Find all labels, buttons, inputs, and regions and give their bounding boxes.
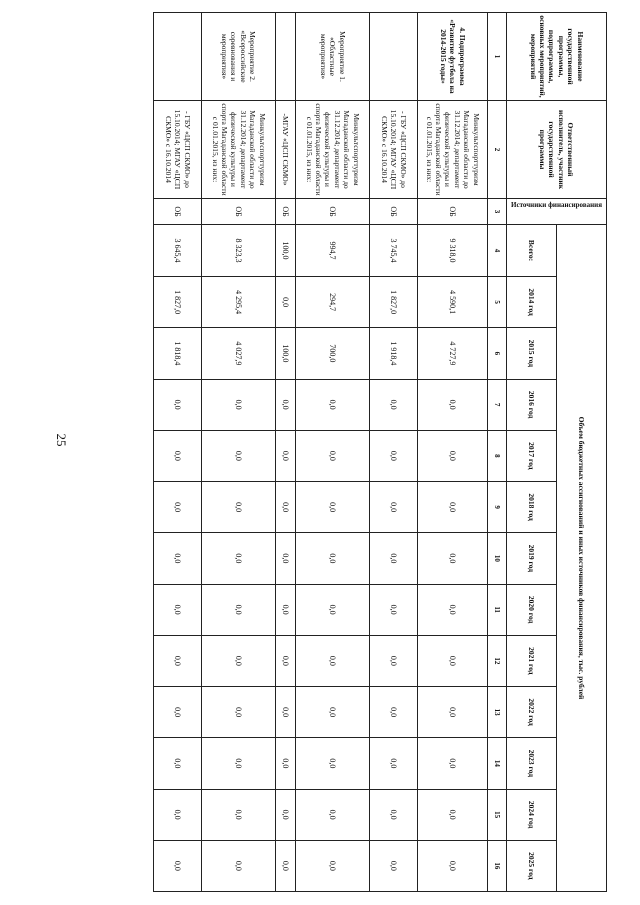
row-year-value: 0,0 — [296, 789, 370, 840]
column-number: 16 — [488, 840, 507, 891]
header-year: 2025 год — [507, 840, 557, 891]
row-total: 8 323,3 — [202, 225, 276, 277]
row-year-value: 0,0 — [202, 687, 276, 738]
table-row — [296, 13, 370, 892]
row-name: Мероприятие 2. «Всероссийские соревнования и мероприятия» — [202, 13, 276, 101]
funding-table — [153, 12, 607, 892]
table-row — [276, 13, 296, 892]
row-year-value: 0,0 — [370, 533, 418, 584]
row-year-value: 4 027,9 — [202, 328, 276, 379]
row-year-value: 700,0 — [296, 328, 370, 379]
row-total: 9 318,0 — [418, 225, 488, 277]
row-year-value: 0,0 — [276, 789, 296, 840]
table-body — [154, 13, 488, 892]
table-row — [370, 13, 418, 892]
row-year-value: 1 827,0 — [154, 277, 202, 328]
row-year-value: 0,0 — [418, 738, 488, 789]
row-year-value: 0,0 — [296, 840, 370, 891]
column-number: 7 — [488, 379, 507, 430]
row-year-value: 0,0 — [154, 789, 202, 840]
row-year-value: 0,0 — [296, 738, 370, 789]
row-executor: -МГАУ «ЦСП СКМО» — [276, 101, 296, 199]
row-year-value: 0,0 — [154, 379, 202, 430]
row-year-value: 0,0 — [276, 379, 296, 430]
column-number: 12 — [488, 635, 507, 686]
row-year-value: 0,0 — [276, 533, 296, 584]
page-number: 25 — [54, 433, 69, 447]
row-year-value: 0,0 — [154, 687, 202, 738]
row-year-value: 0,0 — [154, 738, 202, 789]
row-year-value: 0,0 — [202, 584, 276, 635]
row-year-value: 0,0 — [418, 379, 488, 430]
row-year-value: 0,0 — [154, 482, 202, 533]
column-number: 4 — [488, 225, 507, 277]
header-funding-group: Объем бюджетных ассигнований и иных источников финансирования, тыс. рублей — [557, 225, 607, 892]
header-year: 2023 год — [507, 738, 557, 789]
row-year-value: 0,0 — [370, 379, 418, 430]
row-year-value: 0,0 — [202, 379, 276, 430]
row-executor: Минкультспорттуризм Магаданской области до 31.12.2014; департамент физической культуры и спорта Магаданской области с 01.01.2015, из них: — [202, 101, 276, 199]
row-year-value: 1 827,0 — [370, 277, 418, 328]
header-year: 2015 год — [507, 328, 557, 379]
row-year-value: 0,0 — [202, 840, 276, 891]
row-year-value: 0,0 — [418, 533, 488, 584]
row-year-value: 0,0 — [418, 430, 488, 481]
row-year-value: 0,0 — [276, 687, 296, 738]
header-year: 2017 год — [507, 430, 557, 481]
column-number: 2 — [488, 101, 507, 199]
row-year-value: 4 295,4 — [202, 277, 276, 328]
row-year-value: 0,0 — [276, 635, 296, 686]
row-year-value: 0,0 — [296, 482, 370, 533]
row-total: 3 645,4 — [154, 225, 202, 277]
row-year-value: 0,0 — [202, 430, 276, 481]
funding-table-sheet — [17, 12, 607, 892]
row-year-value: 0,0 — [296, 533, 370, 584]
row-year-value: 0,0 — [276, 738, 296, 789]
row-source: ОБ — [276, 199, 296, 225]
table-row — [154, 13, 202, 892]
header-year: 2021 год — [507, 635, 557, 686]
column-number: 10 — [488, 533, 507, 584]
row-year-value: 0,0 — [154, 430, 202, 481]
header-source — [507, 199, 607, 225]
row-year-value: 0,0 — [370, 430, 418, 481]
header-executor: Ответственный исполнитель, участник государственной программы — [507, 101, 607, 199]
row-year-value: 0,0 — [202, 738, 276, 789]
header-name: Наименование государственной программы, подпрограммы, основных мероприятий, мероприятий — [507, 13, 607, 101]
row-source: ОБ — [370, 199, 418, 225]
row-year-value: 0,0 — [370, 840, 418, 891]
row-year-value: 0,0 — [154, 533, 202, 584]
column-number: 13 — [488, 687, 507, 738]
row-source: ОБ — [296, 199, 370, 225]
table-row — [202, 13, 276, 892]
row-year-value: 4 727,9 — [418, 328, 488, 379]
row-year-value: 0,0 — [202, 635, 276, 686]
row-year-value: 0,0 — [296, 379, 370, 430]
column-number: 1 — [488, 13, 507, 101]
row-year-value: 0,0 — [296, 635, 370, 686]
row-source: ОБ — [202, 199, 276, 225]
row-year-value: 100,0 — [276, 328, 296, 379]
column-number: 8 — [488, 430, 507, 481]
row-year-value: 0,0 — [202, 482, 276, 533]
header-year: 2022 год — [507, 687, 557, 738]
row-name — [276, 13, 296, 101]
row-year-value: 0,0 — [370, 482, 418, 533]
row-year-value: 0,0 — [370, 789, 418, 840]
header-year: 2014 год — [507, 277, 557, 328]
row-executor: - ГБУ «ЦСП СКМО» до 15.10.2014; МГАУ «ЦСП СКМО» с 16.10.2014 — [370, 101, 418, 199]
row-year-value: 0,0 — [418, 789, 488, 840]
row-year-value: 0,0 — [418, 584, 488, 635]
row-name: Мероприятие 1. «Областные мероприятия» — [296, 13, 370, 101]
row-total: 3 745,4 — [370, 225, 418, 277]
row-year-value: 4 590,1 — [418, 277, 488, 328]
column-number: 14 — [488, 738, 507, 789]
column-number: 5 — [488, 277, 507, 328]
row-year-value: 0,0 — [370, 738, 418, 789]
row-year-value: 0,0 — [276, 277, 296, 328]
row-source: ОБ — [418, 199, 488, 225]
row-year-value: 0,0 — [276, 482, 296, 533]
column-number: 3 — [488, 199, 507, 225]
row-year-value: 0,0 — [202, 789, 276, 840]
column-number: 9 — [488, 482, 507, 533]
row-year-value: 0,0 — [296, 687, 370, 738]
row-name: 4. Подпрограмма «Развитие футбола на 2014-2015 годы» — [418, 13, 488, 101]
row-total: 100,0 — [276, 225, 296, 277]
column-number-row — [488, 13, 507, 892]
row-year-value: 0,0 — [154, 840, 202, 891]
row-year-value: 0,0 — [154, 584, 202, 635]
row-year-value: 0,0 — [370, 687, 418, 738]
column-number: 15 — [488, 789, 507, 840]
column-number: 6 — [488, 328, 507, 379]
row-total: 994,7 — [296, 225, 370, 277]
row-year-value: 0,0 — [296, 430, 370, 481]
row-year-value: 0,0 — [276, 584, 296, 635]
row-year-value: 0,0 — [370, 635, 418, 686]
row-source: ОБ — [154, 199, 202, 225]
column-number: 11 — [488, 584, 507, 635]
header-total: Всего: — [507, 225, 557, 277]
row-year-value: 0,0 — [296, 584, 370, 635]
header-year: 2018 год — [507, 482, 557, 533]
header-year: 2020 год — [507, 584, 557, 635]
header-source-text: Источники финансирования — [511, 201, 602, 209]
table-row — [418, 13, 488, 892]
row-year-value: 1 818,4 — [154, 328, 202, 379]
row-executor: - ГБУ «ЦСП СКМО» до 15.10.2014; МГАУ «ЦСП СКМО» с 16.10.2014 — [154, 101, 202, 199]
row-executor: Минкультспорттуризм Магаданской области до 31.12.2014; департамент физической культуры и спорта Магаданской области с 01.01.2015, из них: — [418, 101, 488, 199]
row-year-value: 294,7 — [296, 277, 370, 328]
row-year-value: 0,0 — [418, 482, 488, 533]
row-year-value: 1 918,4 — [370, 328, 418, 379]
row-name — [154, 13, 202, 101]
row-year-value: 0,0 — [154, 635, 202, 686]
row-year-value: 0,0 — [202, 533, 276, 584]
row-name — [370, 13, 418, 101]
row-executor: Минкультспорттуризм Магаданской области до 31.12.2014; департамент физической культуры и спорта Магаданской области с 01.01.2015, из них: — [296, 101, 370, 199]
header-year: 2024 год — [507, 789, 557, 840]
row-year-value: 0,0 — [276, 840, 296, 891]
row-year-value: 0,0 — [418, 687, 488, 738]
header-year: 2016 год — [507, 379, 557, 430]
row-year-value: 0,0 — [418, 635, 488, 686]
row-year-value: 0,0 — [418, 840, 488, 891]
header-year: 2019 год — [507, 533, 557, 584]
row-year-value: 0,0 — [370, 584, 418, 635]
row-year-value: 0,0 — [276, 430, 296, 481]
